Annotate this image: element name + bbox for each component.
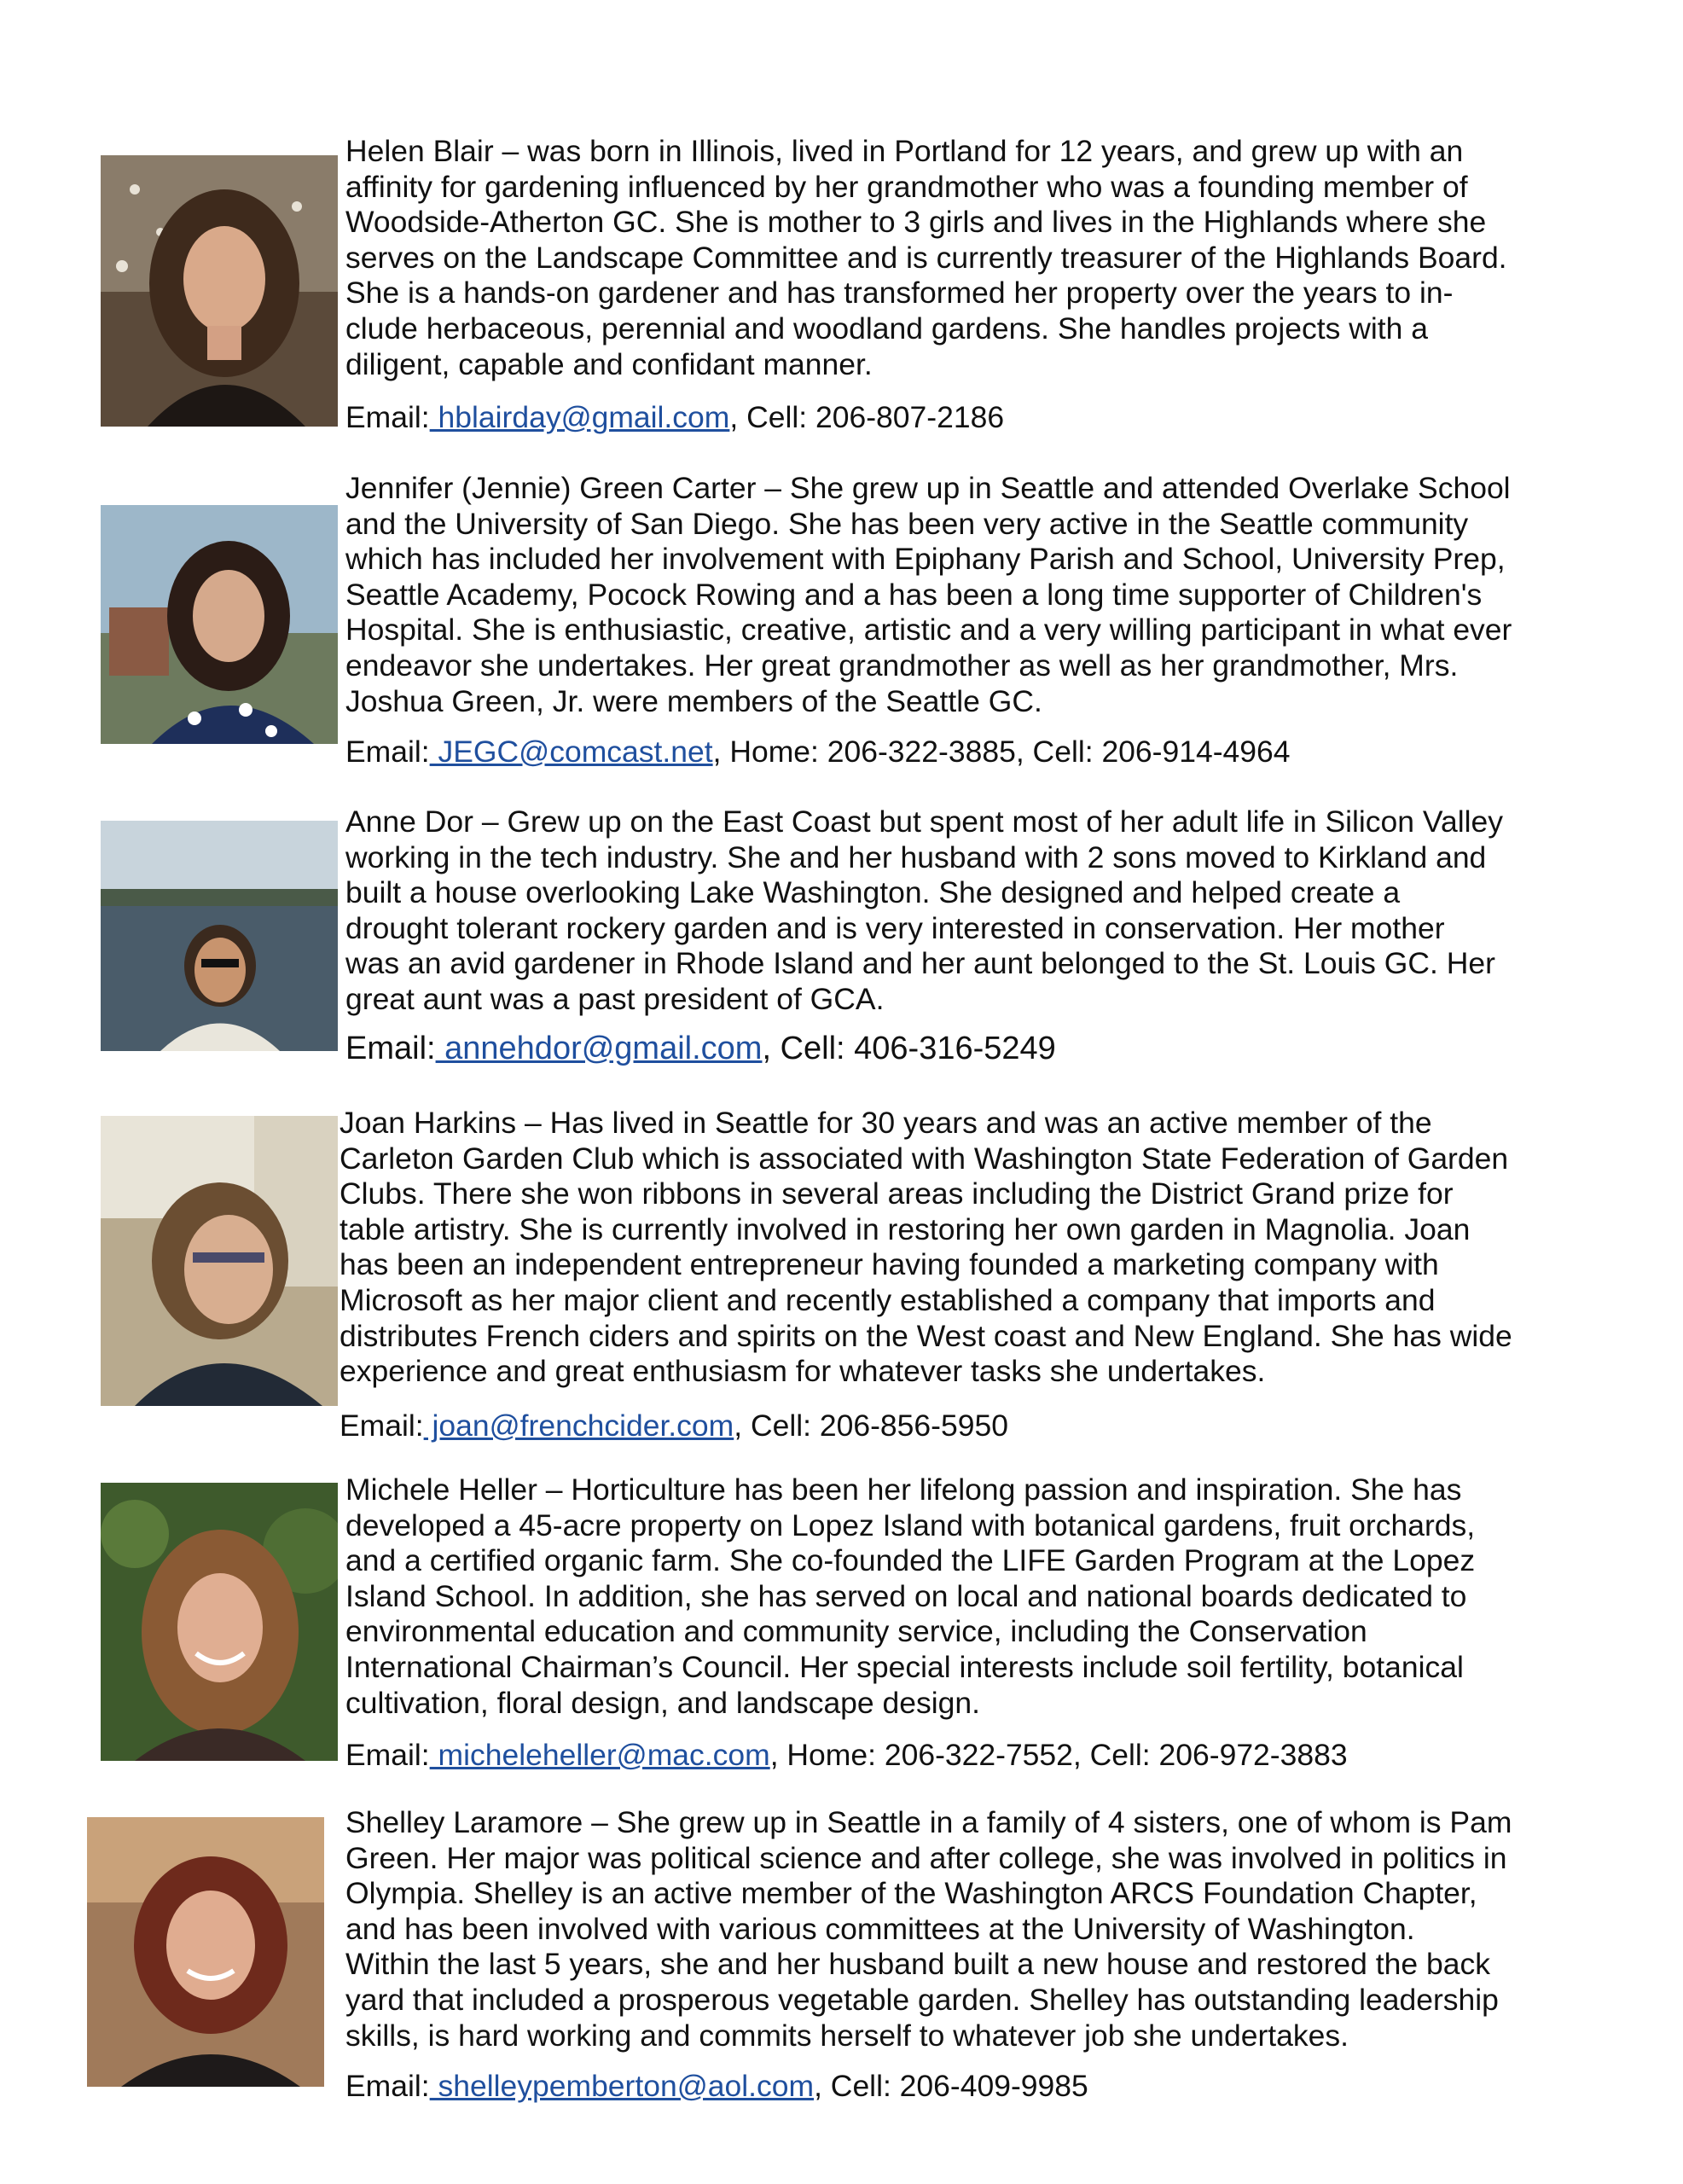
bio-line: and has been involved with various committees at the University of Washington.	[345, 1911, 1415, 1946]
bio-line: drought tolerant rockery garden and is very interested in conservation. Her mother	[345, 910, 1445, 945]
email-label: Email:	[345, 2069, 430, 2103]
member-photo	[101, 155, 338, 427]
bio-line: environmental education and community service, including the Conservation	[345, 1614, 1367, 1649]
bio-line: Joan Harkins – Has lived in Seattle for 30 years and was an active member of the	[340, 1106, 1432, 1140]
bio-line: experience and great enthusiasm for whatever tasks she undertakes.	[340, 1354, 1266, 1389]
bio-line: affinity for gardening influenced by her grandmother who was a founding member of	[345, 169, 1468, 204]
bio-line: cultivation, floral design, and landscape design.	[345, 1685, 981, 1720]
bio-line: and a certified organic farm. She co-founded the LIFE Garden Program at the Lopez	[345, 1543, 1476, 1578]
bio-line: Jennifer (Jennie) Green Carter – She grew up in Seattle and attended Overlake School	[345, 471, 1511, 505]
bio-line: was an avid gardener in Rhode Island and her aunt belonged to the St. Louis GC. Her	[345, 946, 1495, 981]
bio-line: Michele Heller – Horticulture has been her lifelong passion and inspiration. She has	[345, 1472, 1462, 1507]
bio-line: skills, is hard working and commits herself to whatever job she undertakes.	[345, 2018, 1349, 2053]
contact-line	[345, 399, 1004, 435]
bio-line: serves on the Landscape Committee and is currently treasurer of the Highlands Board.	[345, 240, 1507, 275]
email-link[interactable]: hblairday@gmail.com	[429, 400, 730, 434]
bio-line: Helen Blair – was born in Illinois, lived in Portland for 12 years, and grew up with an	[345, 134, 1464, 168]
member-photo	[101, 505, 338, 744]
bio-line: Olympia. Shelley is an active member of the Washington ARCS Foundation Chapter,	[345, 1876, 1477, 1911]
phone-numbers: , Cell: 206-807-2186	[729, 400, 1005, 434]
bio-line: Seattle Academy, Pocock Rowing and a has been a long time supporter of Children's	[345, 577, 1483, 612]
member-bio	[340, 1106, 1576, 1390]
contact-line	[340, 1408, 1008, 1443]
email-label: Email:	[345, 1738, 430, 1772]
phone-numbers: , Cell: 206-856-5950	[734, 1409, 1008, 1443]
bio-line: and the University of San Diego. She has been very active in the Seattle community	[345, 506, 1469, 541]
email-link[interactable]: annehdor@gmail.com	[435, 1031, 763, 1066]
bio-line: clude herbaceous, perennial and woodland gardens. She handles projects with a	[345, 311, 1429, 346]
email-label: Email:	[345, 400, 430, 434]
member-bio	[345, 1805, 1582, 2053]
bio-line: Shelley Laramore – She grew up in Seattle in a family of 4 sisters, one of whom is Pam	[345, 1805, 1512, 1839]
contact-line	[345, 1737, 1348, 1773]
bio-line: Woodside-Atherton GC. She is mother to 3 girls and lives in the Highlands where she	[345, 205, 1487, 240]
bio-line: Microsoft as her major client and recently established a company that imports and	[340, 1282, 1436, 1317]
phone-numbers: , Home: 206-322-3885, Cell: 206-914-4964	[712, 735, 1291, 769]
email-label: Email:	[345, 1031, 436, 1066]
email-link[interactable]: shelleypemberton@aol.com	[429, 2069, 815, 2103]
member-photo	[101, 1483, 338, 1761]
contact-line	[345, 1031, 1056, 1066]
bio-line: International Chairman’s Council. Her special interests include soil fertility, botanical	[345, 1649, 1464, 1684]
bio-line: distributes French ciders and spirits on the West coast and New England. She has wide	[340, 1318, 1512, 1353]
member-photo	[101, 1116, 338, 1406]
bio-line: Within the last 5 years, she and her husband built a new house and restored the back	[345, 1947, 1490, 1982]
bio-line: Carleton Garden Club which is associated with Washington State Federation of Garden	[340, 1141, 1509, 1176]
member-photo	[101, 821, 338, 1051]
bio-line: Hospital. She is enthusiastic, creative, artistic and a very willing participant in what ever	[345, 613, 1512, 648]
phone-numbers: , Cell: 206-409-9985	[814, 2069, 1088, 2103]
bio-line: yard that included a prosperous vegetable garden. Shelley has outstanding leadership	[345, 1982, 1499, 2017]
contact-line	[345, 734, 1291, 770]
bio-line: Island School. In addition, she has served on local and national boards dedicated to	[345, 1578, 1467, 1613]
bio-line: endeavor she undertakes. Her great grandmother as well as her grandmother, Mrs.	[345, 648, 1459, 682]
bio-line: working in the tech industry. She and her husband with 2 sons moved to Kirkland and	[345, 839, 1487, 874]
bio-line: table artistry. She is currently involved in restoring her own garden in Magnolia. Joan	[340, 1211, 1471, 1246]
phone-numbers: , Cell: 406-316-5249	[762, 1031, 1056, 1066]
bio-line: great aunt was a past president of GCA.	[345, 981, 885, 1016]
email-link[interactable]: micheleheller@mac.com	[429, 1738, 770, 1772]
bio-line: has been an independent entrepreneur having founded a marketing company with	[340, 1247, 1439, 1282]
email-link[interactable]: joan@frenchcider.com	[423, 1409, 734, 1443]
phone-numbers: , Home: 206-322-7552, Cell: 206-972-3883	[769, 1738, 1348, 1772]
email-link[interactable]: JEGC@comcast.net	[429, 735, 713, 769]
bio-line: which has included her involvement with Epiphany Parish and School, University Prep,	[345, 542, 1506, 577]
bio-line: Clubs. There she won ribbons in several areas including the District Grand prize for	[340, 1176, 1454, 1211]
bio-line: built a house overlooking Lake Washington. She designed and helped create a	[345, 875, 1401, 910]
member-bio	[345, 471, 1582, 719]
bio-line: Joshua Green, Jr. were members of the Seattle GC.	[345, 683, 1042, 718]
email-label: Email:	[340, 1409, 424, 1443]
bio-line: diligent, capable and confidant manner.	[345, 346, 873, 381]
contact-line	[345, 2068, 1088, 2104]
bio-line: She is a hands-on gardener and has transformed her property over the years to in-	[345, 276, 1454, 311]
member-photo	[87, 1817, 324, 2087]
email-label: Email:	[345, 735, 430, 769]
member-bio	[345, 1472, 1582, 1721]
bio-line: Green. Her major was political science and after college, she was involved in politics in	[345, 1840, 1507, 1875]
bio-line: developed a 45-acre property on Lopez Island with botanical gardens, fruit orchards,	[345, 1507, 1476, 1542]
bio-line: Anne Dor – Grew up on the East Coast but spent most of her adult life in Silicon Valley	[345, 804, 1503, 839]
member-bio	[345, 804, 1582, 1018]
member-bio	[345, 134, 1582, 382]
